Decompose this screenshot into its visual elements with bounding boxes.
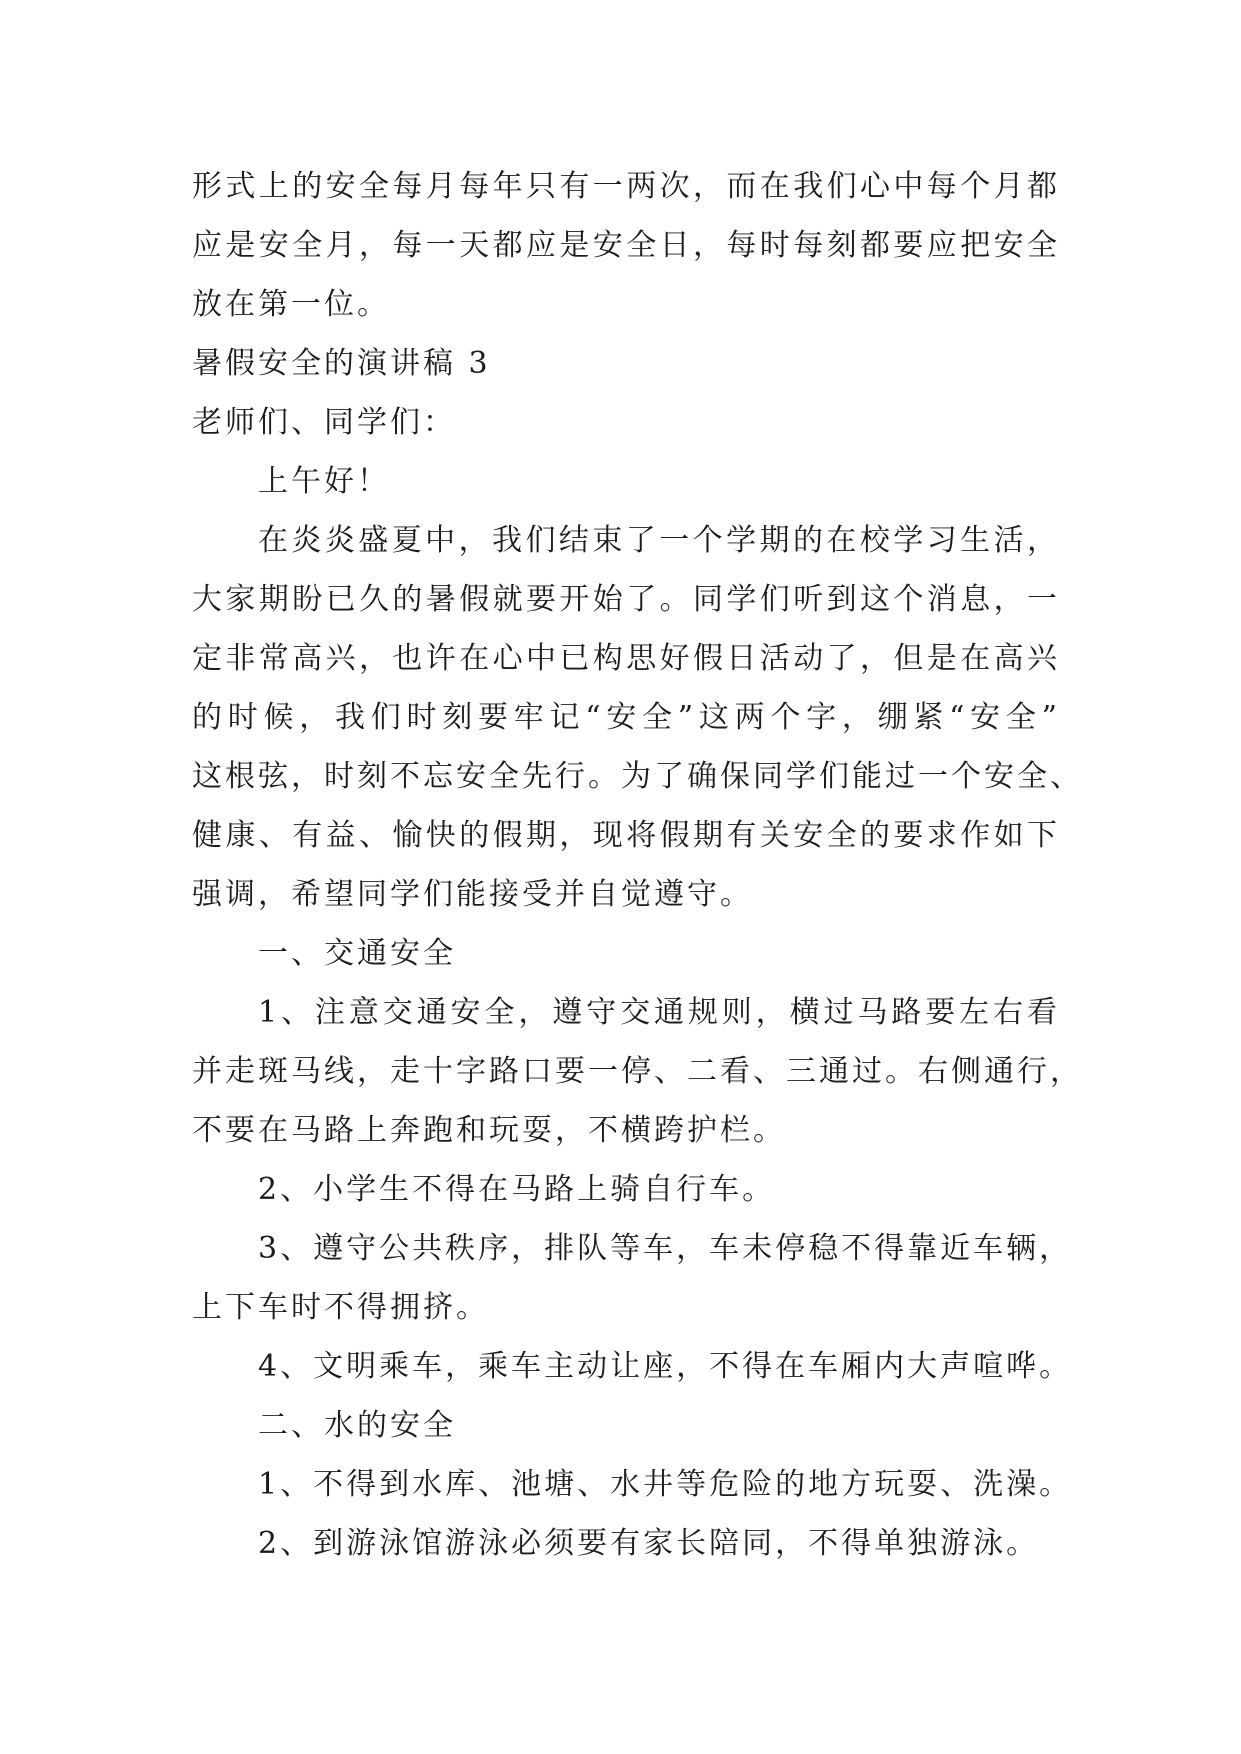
section-heading-traffic: 一、交通安全 bbox=[258, 936, 456, 971]
list-item-line: 并走斑马线，走十字路口要一停、二看、三通过。右侧通行， bbox=[192, 1054, 1083, 1089]
intro-line: 大家期盼已久的暑假就要开始了。同学们听到这个消息，一 bbox=[192, 582, 1060, 617]
intro-line: 在炎炎盛夏中，我们结束了一个学期的在校学习生活， bbox=[258, 523, 1060, 558]
intro-line: 这根弦，时刻不忘安全先行。为了确保同学们能过一个安全、 bbox=[192, 759, 1083, 794]
list-item-line: 2、到游泳馆游泳必须要有家长陪同，不得单独游泳。 bbox=[258, 1526, 1040, 1561]
list-item-line: 4、文明乘车，乘车主动让座，不得在车厢内大声喧哗。 bbox=[258, 1349, 1073, 1384]
paragraph-line: 应是安全月，每一天都应是安全日，每时每刻都要应把安全 bbox=[192, 228, 1060, 263]
list-item-line: 不要在马路上奔跑和玩耍，不横跨护栏。 bbox=[192, 1113, 786, 1148]
greeting: 上午好！ bbox=[258, 464, 390, 499]
speech-title: 暑假安全的演讲稿 3 bbox=[192, 346, 491, 381]
intro-line: 定非常高兴，也许在心中已构思好假日活动了，但是在高兴 bbox=[192, 641, 1060, 676]
section-heading-water: 二、水的安全 bbox=[258, 1408, 456, 1443]
list-item-line: 1、注意交通安全，遵守交通规则，横过马路要左右看 bbox=[258, 995, 1060, 1030]
list-item-line: 2、小学生不得在马路上骑自行车。 bbox=[258, 1172, 776, 1207]
paragraph-line: 放在第一位。 bbox=[192, 287, 390, 322]
list-item-line: 上下车时不得拥挤。 bbox=[192, 1290, 489, 1325]
list-item-line: 3、遵守公共秩序，排队等车，车未停稳不得靠近车辆， bbox=[258, 1231, 1073, 1266]
intro-line: 强调，希望同学们能接受并自觉遵守。 bbox=[192, 877, 753, 912]
intro-line: 健康、有益、愉快的假期，现将假期有关安全的要求作如下 bbox=[192, 818, 1060, 853]
salutation: 老师们、同学们： bbox=[192, 405, 456, 440]
document-body bbox=[192, 157, 1083, 1573]
intro-line: 的时候，我们时刻要牢记“安全”这两个字，绷紧“安全” bbox=[192, 700, 1060, 735]
list-item-line: 1、不得到水库、池塘、水井等危险的地方玩耍、洗澡。 bbox=[258, 1467, 1073, 1502]
paragraph-line: 形式上的安全每月每年只有一两次，而在我们心中每个月都 bbox=[192, 169, 1060, 204]
